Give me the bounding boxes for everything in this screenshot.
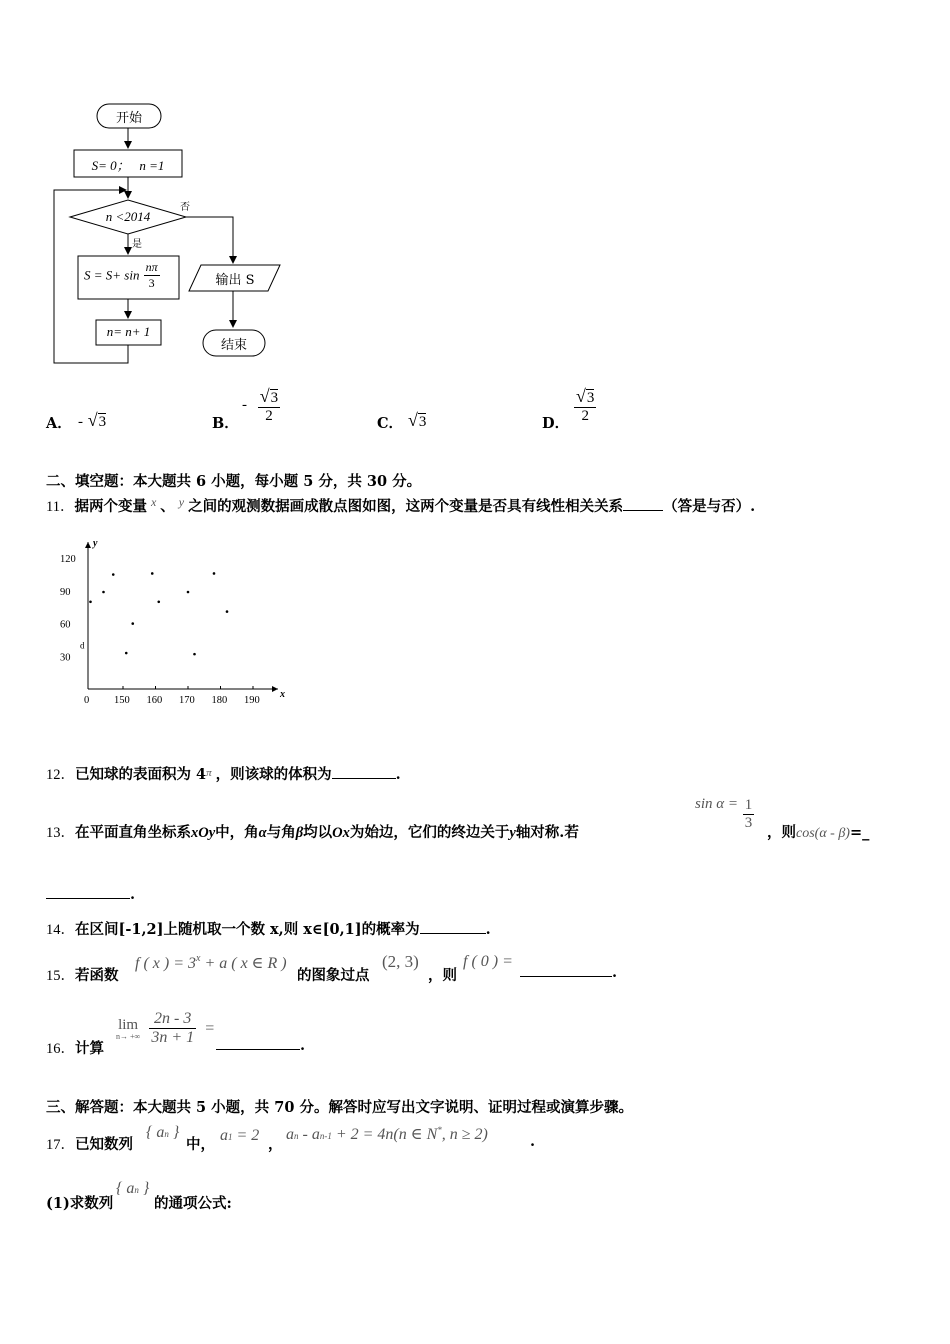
option-d-label: D． bbox=[542, 415, 570, 432]
q13-fraction bbox=[743, 797, 755, 832]
flowchart-end-label: 结束 bbox=[220, 338, 247, 353]
scatter-point-7 bbox=[157, 601, 160, 604]
q16-frac-den: 3n + 1 bbox=[151, 1029, 195, 1046]
q17-a1 bbox=[220, 1127, 259, 1145]
q14 bbox=[46, 918, 491, 939]
option-c-value bbox=[408, 410, 426, 431]
q13-blank[interactable] bbox=[46, 898, 130, 899]
scatter-point-11 bbox=[226, 610, 229, 613]
q13-sin-expr bbox=[695, 797, 754, 832]
q15-func bbox=[135, 953, 287, 973]
option-b-minus: - bbox=[242, 397, 247, 413]
q17-text2: 中， bbox=[186, 1136, 215, 1153]
q11-var-x: x bbox=[150, 495, 157, 509]
assign-fraction-den: 3 bbox=[148, 276, 155, 290]
flowchart-increment-label: n= n+ 1 bbox=[106, 324, 151, 339]
option-a-label: A． bbox=[46, 415, 72, 432]
q11 bbox=[46, 495, 755, 516]
q11-blank[interactable] bbox=[623, 510, 663, 511]
q14-text: 在区间[-1,2]上随机取一个数 x,则 x∈[0,1]的概率为 bbox=[75, 921, 420, 938]
q16 bbox=[46, 1037, 104, 1058]
q13-text3: 与角 bbox=[266, 824, 296, 841]
flowchart bbox=[40, 95, 300, 375]
q17-an-sub: n bbox=[164, 1129, 169, 1139]
q15-text3: ，则 bbox=[428, 967, 457, 984]
option-c-label: C． bbox=[377, 415, 404, 432]
q15-func-exp: x bbox=[196, 953, 201, 964]
q17-comma bbox=[268, 1133, 283, 1154]
q11-number: 11． bbox=[46, 499, 75, 515]
q12-text1: 已知球的表面积为 4 bbox=[75, 766, 207, 783]
assign-left: S = S+ sin bbox=[84, 267, 140, 283]
q15 bbox=[46, 964, 119, 985]
q13-text8: =_ bbox=[849, 824, 870, 841]
flowchart-output-label: 输出 S bbox=[215, 273, 255, 288]
q15-point: (2, 3) bbox=[382, 952, 419, 971]
q13-text2: 中，角 bbox=[215, 824, 259, 841]
flowchart-no-label: 否 bbox=[180, 202, 190, 213]
y-tick-label-30: 30 bbox=[60, 652, 71, 664]
q11-text2: 之间的观测数据画成散点图如图，这两个变量是否具有线性相关关系 bbox=[188, 498, 624, 515]
q16-number: 16． bbox=[46, 1041, 75, 1057]
option-d-fraction: $\frac{√3}{2}$ bbox=[576, 386, 595, 424]
q12-blank[interactable] bbox=[332, 778, 396, 779]
q17-rec-sub1: n bbox=[294, 1131, 299, 1141]
x-tick-label-0: 0 bbox=[84, 695, 90, 706]
q15-mid bbox=[297, 964, 370, 985]
y-tick-label-120: 120 bbox=[60, 554, 76, 566]
q15-text1: 若函数 bbox=[75, 967, 119, 984]
q11-text1: 据两个变量 bbox=[74, 498, 147, 515]
q14-blank[interactable] bbox=[420, 933, 486, 934]
q17-seq bbox=[146, 1124, 179, 1142]
flowchart-start-label: 开始 bbox=[115, 111, 142, 126]
q17-rec-mid: - a bbox=[298, 1126, 320, 1143]
q16-eq: = bbox=[205, 1019, 215, 1037]
assign-fraction bbox=[144, 260, 160, 291]
scatter-point-2 bbox=[102, 591, 105, 594]
q13-text6: 轴对称.若 bbox=[515, 824, 579, 841]
q13-ox: Ox bbox=[332, 825, 350, 841]
q13-beta: β bbox=[295, 825, 304, 841]
x-axis-arrow bbox=[272, 686, 278, 692]
scatter-point-10 bbox=[213, 572, 216, 575]
option-a-minus: - bbox=[78, 414, 83, 430]
q17-part1-end: 的通项公式: bbox=[154, 1195, 232, 1212]
axis-break-mark: d bbox=[80, 640, 85, 651]
flowchart-condition-label: n <2014 bbox=[105, 209, 151, 224]
q16-end: . bbox=[300, 1037, 306, 1054]
q17-cond-end: , n ≥ 2) bbox=[441, 1126, 488, 1143]
q13-alpha: α bbox=[258, 825, 267, 841]
q16-lim: lim bbox=[118, 1016, 139, 1033]
q16-fraction bbox=[149, 1010, 196, 1047]
q13-tail bbox=[767, 821, 869, 842]
q16-blank[interactable] bbox=[216, 1049, 300, 1050]
q17-rec-sub2: n-1 bbox=[319, 1131, 332, 1141]
q13-y: y bbox=[509, 825, 516, 841]
q17-mid bbox=[186, 1133, 215, 1154]
q13-line2 bbox=[46, 886, 135, 903]
q17-number: 17． bbox=[46, 1137, 75, 1153]
q11-sep: 、 bbox=[160, 498, 175, 515]
q12 bbox=[46, 763, 401, 784]
q15-blank[interactable] bbox=[520, 976, 612, 977]
q16-blank-line bbox=[216, 1037, 305, 1054]
q15-end: . bbox=[612, 964, 618, 981]
q17-a1-eq: = 2 bbox=[232, 1127, 260, 1144]
q11-var-y: y bbox=[178, 495, 185, 509]
q16-frac-num: 2n - 3 bbox=[149, 1010, 196, 1029]
scatter-plot bbox=[50, 532, 290, 712]
q17-text3: ， bbox=[268, 1136, 283, 1153]
scatter-point-5 bbox=[131, 622, 134, 625]
option-b-fraction: $\frac{√3}{2}$ bbox=[259, 386, 279, 424]
scatter-point-9 bbox=[193, 653, 196, 656]
q17 bbox=[46, 1133, 133, 1154]
q17-part1-an-sub: n bbox=[134, 1185, 139, 1195]
option-b-value bbox=[242, 386, 280, 425]
q15-number: 15． bbox=[46, 968, 75, 984]
y-tick-label-90: 90 bbox=[60, 586, 71, 598]
scatter-point-6 bbox=[151, 572, 154, 575]
q17-star: * bbox=[437, 1125, 442, 1135]
scatter-point-1 bbox=[89, 601, 92, 604]
q17-part1-an-close: } bbox=[138, 1180, 150, 1197]
q13-number: 13． bbox=[46, 825, 75, 841]
option-a-sqrt: √3 bbox=[87, 410, 107, 430]
x-axis-label: x bbox=[280, 689, 285, 700]
q12-text2: ，则该球的体积为 bbox=[215, 766, 332, 783]
q17-rec-end: + 2 = 4n bbox=[331, 1126, 394, 1143]
scatter-point-4 bbox=[125, 652, 128, 655]
q17-part1 bbox=[46, 1192, 113, 1213]
q17-part1-an: { a bbox=[116, 1180, 135, 1197]
q17-a1-sub: 1 bbox=[228, 1132, 233, 1142]
q14-end: . bbox=[485, 921, 491, 938]
q13-text4: 均以 bbox=[303, 824, 333, 841]
q13-text7: ，则 bbox=[767, 824, 796, 841]
x-tick-label-190: 190 bbox=[244, 695, 260, 706]
q17-cond: (n ∈ N bbox=[393, 1126, 438, 1143]
q15-func-rest: + a ( x ∈ R ) bbox=[200, 955, 287, 972]
q17-an: { a bbox=[146, 1124, 165, 1141]
q17-part1-tail bbox=[154, 1192, 232, 1213]
section2-heading: 二、填空题：本大题共 6 小题，每小题 5 分，共 30 分。 bbox=[46, 473, 422, 490]
q17-end bbox=[530, 1133, 535, 1150]
q17-text4: . bbox=[530, 1133, 536, 1150]
flowchart-assign-label bbox=[84, 260, 160, 291]
x-tick-label-180: 180 bbox=[211, 695, 228, 706]
y-axis-label: y bbox=[93, 538, 98, 549]
q17-an-close: } bbox=[168, 1124, 180, 1141]
q17-recurrence bbox=[286, 1124, 488, 1144]
q16-limit bbox=[116, 1010, 214, 1047]
option-a-value bbox=[78, 410, 106, 431]
q15-f0: f ( 0 ) = bbox=[463, 953, 513, 970]
scatter-point-8 bbox=[187, 591, 190, 594]
q13-text5: 为始边，它们的终边关于 bbox=[349, 824, 510, 841]
q12-pi: π bbox=[206, 767, 212, 779]
q17-text1: 已知数列 bbox=[75, 1136, 133, 1153]
q14-number: 14． bbox=[46, 922, 75, 938]
q15-blank-line bbox=[520, 964, 617, 981]
q13-text1: 在平面直角坐标系 bbox=[75, 824, 191, 841]
flowchart-init-label: S= 0； n =1 bbox=[91, 158, 165, 173]
scatter-point-3 bbox=[112, 573, 115, 576]
scatter-chart bbox=[50, 532, 290, 712]
q17-a1-var: a bbox=[220, 1127, 228, 1144]
q13-line1 bbox=[46, 821, 579, 842]
flowchart-yes-label: 是 bbox=[132, 239, 142, 250]
q12-text3: . bbox=[395, 766, 401, 783]
q12-number: 12． bbox=[46, 767, 75, 783]
q13-frac-den: 3 bbox=[744, 815, 753, 831]
x-tick-label-150: 150 bbox=[114, 695, 130, 706]
flowchart-graphics bbox=[40, 95, 300, 375]
q17-part1-seq bbox=[116, 1180, 149, 1198]
assign-fraction-num: nπ bbox=[145, 260, 158, 274]
option-c-sqrt: √3 bbox=[408, 410, 427, 430]
y-tick-label-60: 60 bbox=[60, 619, 71, 631]
section3-heading: 三、解答题：本大题共 5 小题，共 70 分。解答时应写出文字说明、证明过程或演算步骤。 bbox=[46, 1099, 633, 1116]
option-b-label: B． bbox=[212, 415, 239, 432]
option-d-value bbox=[574, 386, 596, 425]
x-tick-label-170: 170 bbox=[179, 695, 195, 706]
y-axis-arrow bbox=[85, 542, 91, 548]
q17-rec-a: a bbox=[286, 1126, 294, 1143]
q15-then bbox=[428, 964, 457, 985]
q17-part1-text: (1)求数列 bbox=[46, 1195, 114, 1212]
q13-end: . bbox=[130, 886, 136, 903]
q16-text1: 计算 bbox=[75, 1040, 104, 1057]
q13-frac-num: 1 bbox=[744, 797, 753, 813]
q13-cos: cos(α - β) bbox=[796, 826, 850, 841]
q15-func-main: f ( x ) = 3 bbox=[135, 955, 196, 972]
q15-text2: 的图象过点 bbox=[297, 967, 370, 984]
q13-xoy: xOy bbox=[191, 825, 216, 841]
q13-sin: sin α = bbox=[695, 796, 739, 812]
q11-text3: （答是与否）. bbox=[663, 498, 756, 515]
q16-lim-sub: n→ +∞ bbox=[116, 1031, 141, 1041]
x-tick-label-160: 160 bbox=[146, 695, 163, 706]
